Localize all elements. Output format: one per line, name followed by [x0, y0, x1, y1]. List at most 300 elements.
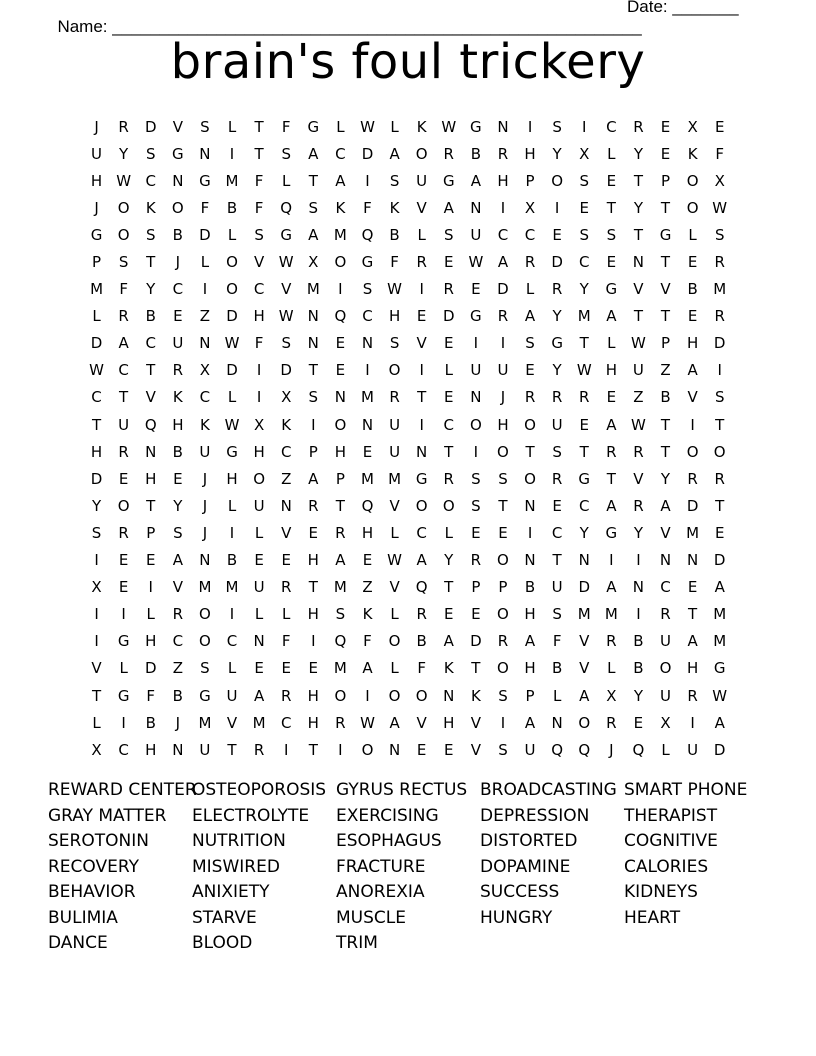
- grid-row: [83, 221, 733, 248]
- word-bank-item: DEPRESSION: [480, 805, 590, 826]
- grid-letter: I: [311, 632, 316, 651]
- grid-letter: V: [172, 578, 183, 597]
- word-bank-item: EXERCISING: [336, 805, 439, 826]
- grid-letter: O: [334, 415, 347, 434]
- grid-letter: U: [172, 334, 184, 353]
- grid-row: [83, 492, 733, 519]
- grid-letter: G: [470, 307, 482, 326]
- grid-letter: E: [498, 523, 508, 542]
- grid-letter: X: [524, 198, 536, 217]
- grid-letter: J: [202, 469, 208, 488]
- grid-letter: O: [497, 605, 509, 624]
- grid-letter: A: [524, 632, 536, 651]
- grid-row: [83, 465, 733, 492]
- grid-letter: M: [333, 225, 347, 244]
- grid-letter: C: [660, 578, 671, 597]
- grid-letter: I: [121, 605, 126, 624]
- grid-letter: C: [416, 523, 427, 542]
- grid-letter: N: [172, 171, 184, 190]
- grid-letter: I: [500, 713, 506, 732]
- grid-letter: B: [172, 686, 183, 705]
- grid-letter: Y: [579, 280, 589, 299]
- grid-letter: D: [578, 578, 591, 597]
- grid-letter: X: [91, 578, 102, 597]
- grid-letter: W: [712, 686, 728, 705]
- grid-letter: C: [443, 415, 454, 434]
- grid-letter: Q: [578, 740, 591, 759]
- grid-letter: X: [308, 253, 319, 272]
- grid-letter: Q: [415, 578, 428, 597]
- grid-letter: H: [307, 713, 319, 732]
- grid-letter: E: [471, 605, 481, 624]
- grid-letter: I: [419, 361, 424, 380]
- grid-letter: J: [500, 388, 506, 407]
- grid-letter: V: [281, 280, 292, 299]
- grid-letter: F: [254, 171, 264, 190]
- grid-letter: R: [687, 686, 698, 705]
- grid-letter: I: [311, 415, 316, 434]
- grid-letter: S: [389, 334, 400, 353]
- grid-letter: K: [389, 198, 400, 217]
- grid-letter: R: [551, 469, 563, 488]
- grid-letter: R: [118, 523, 129, 542]
- word-bank-item: SUCCESS: [480, 882, 560, 902]
- grid-row: [83, 655, 733, 682]
- grid-letter: U: [118, 415, 130, 434]
- grid-letter: Z: [281, 469, 292, 488]
- grid-letter: V: [579, 659, 590, 678]
- date-field-label: Date: _______: [627, 0, 739, 16]
- grid-letter: O: [524, 469, 536, 488]
- grid-letter: N: [497, 117, 509, 136]
- grid-letter: T: [660, 307, 671, 326]
- grid-letter: S: [281, 334, 291, 353]
- grid-letter: E: [579, 415, 589, 434]
- grid-letter: T: [579, 334, 589, 353]
- grid-letter: R: [633, 117, 644, 136]
- word-bank-item: COGNITIVE: [624, 831, 718, 851]
- grid-letter: B: [416, 632, 427, 651]
- grid-letter: R: [524, 253, 536, 272]
- grid-letter: P: [92, 253, 102, 272]
- grid-letter: S: [606, 225, 617, 244]
- grid-letter: O: [415, 496, 428, 515]
- grid-letter: E: [335, 334, 346, 353]
- grid-letter: M: [577, 605, 591, 624]
- grid-letter: B: [389, 225, 400, 244]
- grid-letter: Z: [633, 388, 644, 407]
- grid-letter: L: [282, 171, 291, 190]
- grid-letter: Y: [552, 307, 562, 326]
- grid-letter: E: [335, 361, 346, 380]
- grid-letter: C: [253, 280, 265, 299]
- grid-letter: O: [415, 144, 428, 163]
- grid-letter: W: [89, 361, 104, 380]
- grid-row: [83, 248, 733, 275]
- grid-letter: M: [713, 605, 727, 624]
- grid-letter: A: [687, 632, 698, 651]
- grid-letter: V: [416, 713, 427, 732]
- grid-letter: I: [338, 280, 343, 299]
- grid-letter: T: [444, 442, 454, 461]
- grid-letter: M: [388, 469, 402, 488]
- grid-letter: P: [308, 442, 318, 461]
- grid-letter: H: [145, 740, 157, 759]
- grid-letter: I: [365, 686, 370, 705]
- grid-letter: E: [444, 740, 454, 759]
- grid-letter: L: [444, 523, 453, 542]
- grid-row: [83, 519, 733, 546]
- grid-letter: O: [199, 605, 211, 624]
- grid-letter: D: [713, 740, 726, 759]
- grid-letter: Y: [173, 496, 183, 515]
- grid-row: [83, 357, 733, 384]
- grid-letter: I: [500, 198, 506, 217]
- grid-letter: L: [444, 361, 453, 380]
- grid-letter: M: [198, 578, 212, 597]
- grid-letter: F: [715, 144, 725, 163]
- grid-letter: P: [498, 578, 508, 597]
- grid-letter: A: [308, 469, 319, 488]
- grid-letter: S: [281, 144, 291, 163]
- grid-letter: V: [145, 388, 156, 407]
- grid-letter: G: [90, 225, 103, 244]
- word-bank-item: KIDNEYS: [624, 882, 698, 902]
- grid-letter: L: [92, 307, 101, 326]
- grid-letter: T: [660, 442, 671, 461]
- grid-letter: G: [442, 171, 455, 190]
- grid-letter: E: [471, 280, 481, 299]
- grid-letter: B: [633, 659, 644, 678]
- grid-letter: F: [254, 198, 264, 217]
- grid-letter: W: [360, 117, 375, 136]
- grid-letter: M: [198, 713, 212, 732]
- grid-letter: O: [469, 415, 482, 434]
- grid-letter: R: [470, 551, 482, 570]
- grid-letter: Y: [633, 523, 643, 542]
- grid-letter: S: [254, 225, 264, 244]
- grid-letter: A: [362, 659, 373, 678]
- grid-letter: E: [281, 659, 291, 678]
- grid-letter: I: [690, 415, 695, 434]
- word-bank-item: ELECTROLYTE: [192, 805, 310, 826]
- grid-letter: E: [281, 551, 291, 570]
- grid-letter: C: [280, 713, 292, 732]
- grid-letter: N: [388, 740, 401, 759]
- grid-letter: H: [307, 605, 319, 624]
- grid-letter: R: [606, 632, 617, 651]
- grid-letter: R: [416, 253, 427, 272]
- grid-letter: Q: [334, 632, 347, 651]
- grid-letter: D: [90, 469, 103, 488]
- grid-letter: G: [713, 659, 726, 678]
- grid-letter: M: [90, 280, 104, 299]
- grid-letter: L: [390, 117, 399, 136]
- grid-letter: B: [633, 632, 644, 651]
- grid-letter: C: [172, 632, 184, 651]
- grid-letter: O: [497, 659, 509, 678]
- grid-letter: T: [146, 496, 156, 515]
- grid-letter: A: [118, 334, 129, 353]
- grid-letter: E: [606, 388, 617, 407]
- grid-letter: H: [253, 307, 265, 326]
- grid-row: [83, 167, 733, 194]
- grid-letter: O: [524, 415, 536, 434]
- grid-letter: S: [552, 117, 562, 136]
- grid-letter: S: [498, 740, 508, 759]
- word-bank-item: THERAPIST: [624, 805, 718, 826]
- grid-row: [83, 113, 733, 140]
- grid-letter: R: [335, 713, 346, 732]
- grid-letter: L: [390, 523, 399, 542]
- word-bank-item: BROADCASTING: [480, 780, 617, 800]
- grid-letter: D: [226, 361, 238, 380]
- grid-letter: H: [90, 442, 103, 461]
- grid-letter: T: [633, 225, 643, 244]
- word-bank-item: RECOVERY: [48, 856, 139, 877]
- grid-letter: L: [417, 225, 426, 244]
- grid-letter: T: [552, 551, 562, 570]
- grid-letter: E: [552, 496, 562, 515]
- word-bank-item: SMART PHONE: [624, 780, 748, 800]
- grid-letter: I: [94, 605, 99, 624]
- grid-letter: V: [633, 280, 644, 299]
- grid-letter: V: [416, 198, 427, 217]
- word-bank-item: TRIM: [336, 933, 378, 953]
- grid-row: [83, 601, 733, 628]
- page-title: brain's foul trickery: [170, 34, 646, 90]
- grid-letter: R: [253, 740, 265, 759]
- grid-letter: N: [307, 334, 319, 353]
- grid-letter: T: [335, 496, 345, 515]
- word-bank-item: SEROTONIN: [48, 831, 149, 851]
- grid-letter: D: [226, 307, 238, 326]
- grid-letter: I: [229, 523, 235, 542]
- grid-letter: V: [470, 740, 481, 759]
- grid-letter: T: [254, 144, 264, 163]
- grid-letter: H: [497, 171, 509, 190]
- grid-letter: L: [227, 659, 237, 678]
- grid-letter: R: [118, 442, 129, 461]
- grid-letter: T: [146, 253, 156, 272]
- grid-letter: O: [551, 171, 564, 190]
- grid-letter: F: [119, 280, 128, 299]
- grid-letter: E: [525, 361, 535, 380]
- grid-letter: V: [389, 578, 400, 597]
- grid-letter: A: [172, 551, 183, 570]
- grid-letter: E: [687, 578, 698, 597]
- grid-letter: N: [524, 551, 536, 570]
- grid-letter: I: [527, 117, 533, 136]
- grid-letter: A: [443, 632, 454, 651]
- grid-letter: E: [118, 551, 129, 570]
- grid-letter: N: [632, 578, 645, 597]
- grid-letter: G: [551, 334, 563, 353]
- grid-letter: E: [606, 171, 617, 190]
- grid-letter: H: [524, 605, 536, 624]
- grid-letter: X: [91, 740, 102, 759]
- grid-letter: E: [660, 144, 671, 163]
- grid-letter: M: [361, 388, 374, 407]
- grid-letter: E: [118, 578, 129, 597]
- grid-letter: O: [117, 225, 130, 244]
- grid-letter: R: [443, 144, 454, 163]
- grid-letter: B: [687, 280, 698, 299]
- grid-letter: E: [552, 225, 562, 244]
- grid-letter: C: [145, 171, 156, 190]
- grid-letter: L: [227, 225, 237, 244]
- grid-letter: T: [91, 415, 102, 434]
- grid-letter: C: [362, 307, 373, 326]
- grid-letter: S: [145, 144, 156, 163]
- grid-letter: S: [200, 117, 210, 136]
- word-bank-item: HUNGRY: [480, 907, 553, 928]
- grid-letter: I: [121, 713, 126, 732]
- grid-letter: I: [419, 415, 424, 434]
- word-bank-item: DOPAMINE: [480, 856, 571, 877]
- grid-letter: A: [606, 415, 617, 434]
- grid-letter: G: [117, 632, 130, 651]
- grid-letter: E: [254, 659, 264, 678]
- grid-letter: D: [144, 659, 157, 678]
- grid-letter: T: [579, 442, 589, 461]
- grid-letter: N: [334, 388, 346, 407]
- grid-row: [83, 574, 733, 601]
- grid-letter: M: [225, 171, 239, 190]
- grid-letter: I: [229, 605, 235, 624]
- grid-letter: O: [659, 659, 672, 678]
- grid-letter: V: [660, 280, 671, 299]
- grid-letter: W: [116, 171, 132, 190]
- grid-row: [83, 438, 733, 465]
- grid-row: [83, 547, 733, 574]
- grid-letter: R: [579, 388, 590, 407]
- grid-letter: U: [551, 415, 563, 434]
- grid-letter: R: [443, 469, 454, 488]
- grid-letter: V: [687, 388, 698, 407]
- grid-letter: X: [579, 144, 590, 163]
- grid-letter: R: [660, 605, 671, 624]
- grid-letter: W: [387, 280, 402, 299]
- grid-letter: E: [362, 442, 373, 461]
- grid-letter: N: [416, 442, 428, 461]
- grid-letter: S: [362, 280, 373, 299]
- grid-letter: K: [470, 686, 481, 705]
- grid-letter: X: [199, 361, 211, 380]
- grid-letter: Y: [146, 280, 156, 299]
- grid-letter: V: [281, 523, 292, 542]
- grid-letter: T: [633, 171, 643, 190]
- grid-letter: A: [335, 551, 346, 570]
- grid-letter: U: [389, 442, 401, 461]
- grid-letter: E: [714, 523, 725, 542]
- grid-letter: I: [636, 551, 641, 570]
- grid-letter: F: [281, 632, 291, 651]
- grid-letter: G: [361, 253, 374, 272]
- grid-letter: R: [606, 442, 617, 461]
- grid-letter: R: [118, 117, 129, 136]
- grid-letter: Q: [632, 740, 645, 759]
- grid-letter: Y: [552, 361, 562, 380]
- grid-letter: T: [606, 469, 616, 488]
- word-bank-item: FRACTURE: [336, 856, 426, 877]
- grid-letter: G: [307, 117, 320, 136]
- grid-letter: A: [660, 496, 671, 515]
- grid-letter: C: [226, 632, 238, 651]
- grid-letter: L: [525, 280, 535, 299]
- grid-letter: J: [175, 713, 181, 732]
- grid-letter: I: [636, 605, 641, 624]
- grid-letter: C: [524, 225, 536, 244]
- grid-letter: T: [308, 361, 318, 380]
- grid-letter: A: [497, 253, 509, 272]
- grid-letter: H: [524, 144, 536, 163]
- grid-letter: I: [338, 740, 343, 759]
- grid-letter: S: [525, 334, 535, 353]
- grid-letter: U: [199, 442, 211, 461]
- grid-letter: Y: [91, 496, 102, 515]
- grid-letter: Q: [361, 496, 374, 515]
- grid-letter: H: [497, 415, 509, 434]
- grid-letter: X: [714, 171, 725, 190]
- grid-letter: L: [282, 605, 291, 624]
- grid-letter: I: [148, 578, 153, 597]
- grid-letter: O: [226, 253, 238, 272]
- word-bank-item: ANIXIETY: [192, 882, 270, 902]
- grid-letter: I: [256, 388, 262, 407]
- grid-letter: L: [146, 605, 155, 624]
- grid-letter: Q: [551, 740, 564, 759]
- grid-letter: I: [229, 144, 235, 163]
- word-bank-item: MUSCLE: [336, 907, 406, 928]
- grid-letter: K: [362, 605, 373, 624]
- grid-letter: S: [714, 388, 725, 407]
- grid-letter: Y: [633, 686, 643, 705]
- grid-letter: C: [578, 253, 590, 272]
- grid-letter: E: [308, 523, 319, 542]
- grid-letter: C: [118, 361, 129, 380]
- grid-letter: F: [281, 117, 291, 136]
- grid-letter: L: [607, 144, 616, 163]
- grid-letter: L: [607, 659, 616, 678]
- grid-letter: H: [361, 523, 374, 542]
- grid-letter: D: [497, 280, 509, 299]
- word-bank-item: STARVE: [192, 907, 257, 928]
- grid-letter: G: [117, 686, 130, 705]
- grid-letter: K: [687, 144, 698, 163]
- grid-letter: I: [365, 171, 370, 190]
- grid-letter: S: [471, 469, 481, 488]
- grid-letter: I: [717, 361, 722, 380]
- grid-letter: S: [91, 523, 102, 542]
- grid-row: [83, 709, 733, 736]
- grid-letter: D: [280, 361, 292, 380]
- grid-letter: B: [145, 713, 156, 732]
- grid-letter: G: [659, 225, 672, 244]
- grid-letter: R: [606, 713, 617, 732]
- grid-letter: N: [361, 415, 374, 434]
- grid-letter: T: [227, 740, 237, 759]
- grid-letter: J: [94, 117, 99, 136]
- grid-letter: R: [335, 523, 346, 542]
- grid-letter: Q: [361, 225, 374, 244]
- grid-letter: A: [389, 713, 400, 732]
- grid-letter: H: [388, 307, 401, 326]
- grid-letter: L: [92, 713, 101, 732]
- grid-letter: G: [226, 442, 238, 461]
- grid-letter: Z: [172, 659, 183, 678]
- word-bank-item: REWARD CENTER: [48, 780, 197, 800]
